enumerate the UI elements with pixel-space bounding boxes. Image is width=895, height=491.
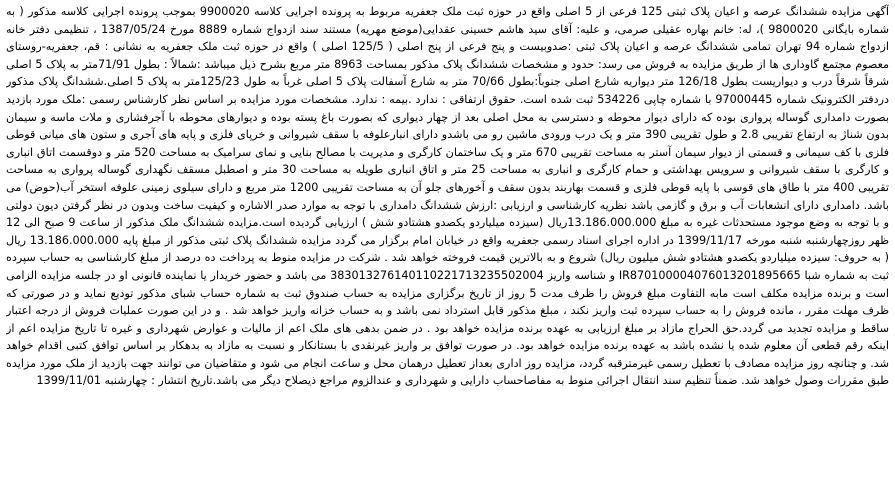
auction-notice-text: آگهی مزایده ششدانگ عرصه و اعیان پلاک ثبتی 125 فرعی از 5 اصلی واقع در حوزه ثبت ملک جعفریه مربوط به پرونده اجرایی کلاسه 9900020 بموجب پرونده اجرایی کلاسه مذکور ( به شماره بایگانی 9800020 )، له: خانم بهاره عقیلی صرمی، و علیه: آقای سید هاشم حسینی عقدایی(موضع مهریه) مستند سند ازدواج شماره 8889 مورخ 1387/05/24 ، تنظیمی دفتر خانه ازدواج شماره 94 تهران تمامی ششدانگ عرصه و اعیان پلاک ثبتی :صدوبیست و پنج فرعی از پنج اصلی ( 125/5 اصلی ) واقع در حوزه ثبت ملک جعفریه به نشانی : قم، جعفریه-روستای معصوم مجتمع گاوداری ها از طریق مزایده به فروش می رسد: حدود و مشخصات ششدانگ پلاک مذکور بمساحت 8963 متر مربع بشرح ذیل میباشد :شمالاً : بطول 71/91متر به پلاک 5 اصلی شرقاً شرقاً درب و دیواریست بطول 126/18 متر دیواریه شارع اصلی جنوباً:بطول 70/66 متر به شارع آسفالت پلاک 5 اصلی غرباً به طول 125/23متر به پلاک 5 اصلی.ششدانگ پلاک مذکور دردفتر الکترونیک شماره 97000445 با شماره چاپی 534226 ثبت شده است. حقوق ارتفاقی : ندارد .بیمه : ندارد. مشخصات مورد مزایده بر اساس نظر کارشناس رسمی :ملک مورد بازدید بصورت دامداری گوساله پرواری بوده که دارای دیوار محوطه و دسترسی به محل اصلی بعد از چهار دیواری که بصورت باغ پسته بوده و دیوارهای محوطه با آجرفشاری و ملات ماسه و سیمان بدون شناژ به ارتفاع تقریبی 2.8 و طول تقریبی 390 متر و یک درب ورودی ماشین رو می باشدو دارای انبارعلوفه با سقف شیروانی و خرپای فلزی و پایه های آجری و ستون های میانی قوطی فلزی با کف سیمانی و قسمتی از دیوار سیمان آستر به مساحت تقریبی 670 متر و یک ساختمان کارگری و مدیریت با مصالح بنایی و نمای سرامیک به مساحت 520 متر و دوقسمت اتاق انباری و کارگری با سقف شیروانی و سرویس بهداشتی و حمام کارگری و انباری به مساحت 25 متر و اتاق انباری طویله به مساحت 30 متر و اصطبل مسقف نگهداری گوساله پرواری به مساحت تقریبی 400 متر با طاق های قوسی با پایه قوطی فلزی و قسمت بهاربند بدون سقف و آخورهای جلو آن به مساحت تقریبی 1200 متر مربع و دارای سیلوی زمینی علوفه استخر آب(حوض) می باشد. دامداری دارای انشعابات آب و برق و گازمی باشد نظریه کارشناسی و ارزیابی :ارزش ششدانگ دامداری با توجه به موارد صدر الاشاره و کیفیت ساخت وبدون در نظر گرفتن دیون دولتی و با توجه به وضع موجود مستحدثات غیره به مبلغ 13.186.000.000ریال (سیزده میلیاردو یکصدو هشتادو شش ) ارزیابی گردیده است.مزایده ششدانگ ملک مذکور از ساعت 9 صبح الی 12 ظهر روزچهارشنبه شنبه مورخه 1399/11/17 در اداره اجرای اسناد رسمی جعفریه واقع در خیابان امام برگزار می گردد مزایده ششدانگ پلاک ثبتی مذکور از مبلغ پایه 13.186.000.000 ریال ( به حروف: سیزده میلیاردو یکصدو هشتادو شش میلیون ریال) شروع و به بالاترین قیمت فروخته خواهد شد . شرکت در مزایده منوط به پرداخت ده درصد از مبلغ کارشناسی به حساب سپرده ثبت به شماره شبا IR870100004076013201895665 و شناسه واریز 383013276140110221713235502004 می باشد و حضور خریدار یا نماینده قانونی او در جلسه مزایده الزامی است و برنده مزایده مکلف است مابه التفاوت مبلغ فروش را ظرف مدت 5 روز از تاریخ برگزاری مزایده به حساب صندوق ثبت به شماره حساب شبای مذکور تودیع نماید و در صورتی که ظرف مهلت مقرر ، مانده فروش را به حساب سپرده ثبت واریز نکند ، مبلغ مذکور قابل استرداد نمی باشد و به حساب خزانه واریز خواهد شد . و در این صورت عملیات فروش از درجه اعتبار ساقط و مزایده تجدید می گردد.حق الحراج مازاد بر مبلغ ارزیابی به عهده برنده مزایده خواهد بود . در ضمن بدهی های ملک اعم از مالیات و عوارض شهرداری و غیره تا تاریخ مزایده اعم از اینکه رقم قطعی آن معلوم شده یا نشده باشد به عهده برنده مزایده خواهد بود. در صورت توافق بر واریز غیرنقدی با بستانکار و نسبت به مازاد به بدهکار بر اساس توافق کتبی اقدام خواهد شد. و چنانچه روز مزایده مصادف با تعطیل رسمی غیرمترقبه گردد، مزایده روز اداری بعداز تعطیل درهمان محل و ساعت انجام می شود و متقاضیان می توانند جهت بازدید از ملک مورد مزایده طبق مقررات وصول خواهد شد. ضمناً تنظیم سند انتقال اجرائی منوط به مفاصاحساب دارایی و شهرداری و عندالزوم مراجع ذیصلاح دیگر می باشد.تاریخ انتشار : چهارشنبه 1399/11/01 xyxy=(6,5,889,388)
